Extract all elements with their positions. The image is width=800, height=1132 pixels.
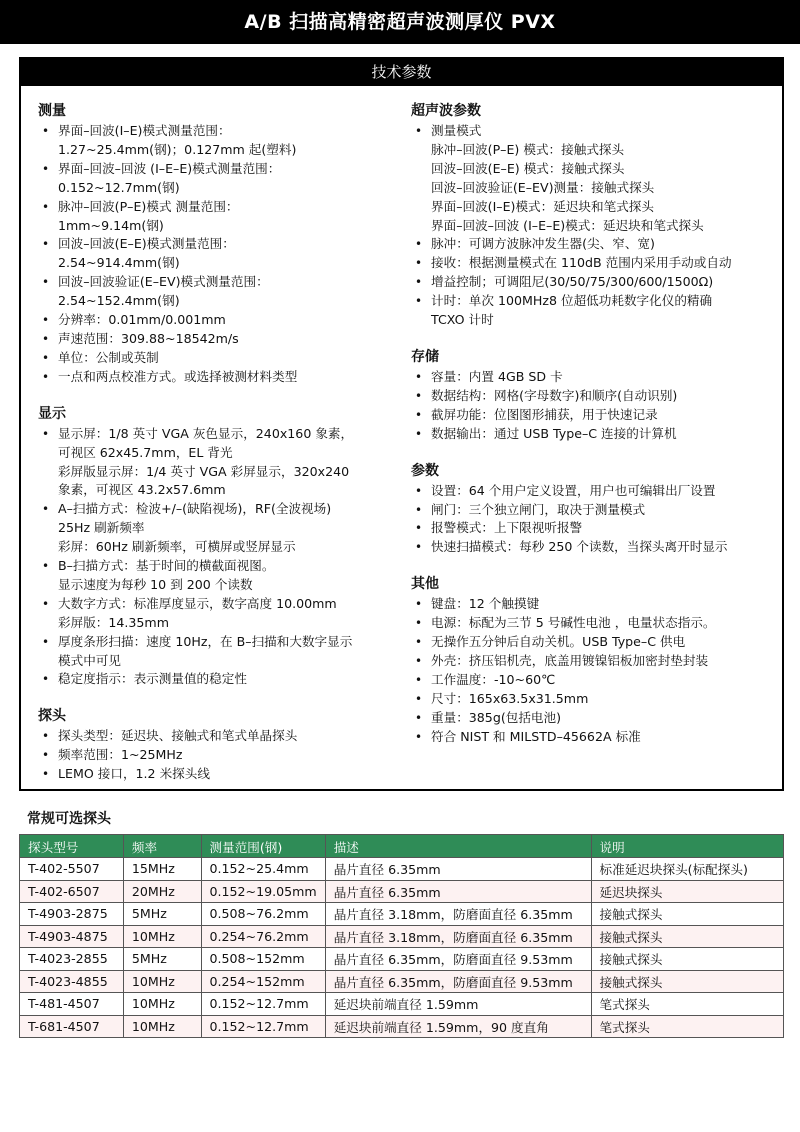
list-item-line: • 界面–回波(I–E)模式测量范围： xyxy=(58,123,231,138)
list-item xyxy=(38,425,398,501)
table-cell: 0.152~19.05mm xyxy=(201,880,325,903)
list-item-line: • 声速范围：309.88~18542m/s xyxy=(58,330,239,346)
list-item-line: 界面–回波(I–E)模式：延迟块和笔式探头 xyxy=(431,198,654,214)
page-title: A/B 扫描高精密超声波测厚仪 PVX xyxy=(0,0,800,44)
list-item-line: 彩屏版：14.35mm xyxy=(58,614,169,630)
list-item-line: 2.54~914.4mm(钢) xyxy=(58,255,180,271)
column-header: 测量范围(钢) xyxy=(201,835,325,858)
list-item-line: 1mm~9.14m(钢) xyxy=(58,217,164,233)
list-item xyxy=(38,746,398,765)
bullet-list xyxy=(38,425,398,690)
list-item-line: TCXO 计时 xyxy=(431,312,494,328)
table-cell: 0.254~152mm xyxy=(201,970,325,993)
list-item xyxy=(38,330,398,349)
list-item-line: • 设置：64 个用户定义设置，用户也可编辑出厂设置 xyxy=(431,482,716,498)
list-item-line: • 快速扫描模式：每秒 250 个读数，当探头离开时显示 xyxy=(431,539,728,555)
table-row xyxy=(20,1015,784,1038)
column-header: 频率 xyxy=(123,835,201,858)
list-item xyxy=(411,292,781,330)
list-item-line: • 测量模式 xyxy=(431,123,482,138)
list-item-line: • 计时：单次 100MHz8 位超低功耗数字化仪的精确 xyxy=(431,293,713,309)
list-item-line: • 一点和两点校准方式。或选择被测材料类型 xyxy=(58,368,298,384)
list-item-line: • 容量：内置 4GB SD 卡 xyxy=(431,368,563,384)
table-cell: 晶片直径 3.18mm，防磨面直径 6.35mm xyxy=(325,903,591,926)
list-item xyxy=(411,122,781,235)
section-title: 显示 xyxy=(38,405,66,422)
list-item xyxy=(411,538,781,557)
probes-table xyxy=(19,834,784,1038)
list-item xyxy=(38,765,398,784)
list-item-line: • 回波–回波(E–E)模式测量范围： xyxy=(58,236,235,252)
column-header: 描述 xyxy=(325,835,591,858)
table-cell: 0.508~152mm xyxy=(201,948,325,971)
list-item xyxy=(38,670,398,689)
list-item-line: 显示速度为每秒 10 到 200 个读数 xyxy=(58,576,253,592)
list-item xyxy=(411,614,781,633)
list-item-line: • 尺寸：165x63.5x31.5mm xyxy=(431,690,589,706)
table-cell: T-681-4507 xyxy=(20,1015,124,1038)
list-item-line: 彩屏：60Hz 刷新频率，可横屏或竖屏显示 xyxy=(58,539,296,555)
list-item-line: • 探头类型：延迟块、接触式和笔式单晶探头 xyxy=(58,728,298,744)
list-item-line: • 频率范围：1~25MHz xyxy=(58,747,183,763)
list-item xyxy=(411,387,781,406)
list-item-line: • 数据结构：网格(字母数字)和顺序(自动识别) xyxy=(431,387,678,403)
list-item xyxy=(38,557,398,595)
table-cell: 10MHz xyxy=(123,970,201,993)
list-item-line: 1.27~25.4mm(钢)；0.127mm 起(塑料) xyxy=(58,141,297,157)
list-item xyxy=(38,349,398,368)
list-item-line: • 回波–回波验证(E–EV)模式测量范围： xyxy=(58,274,269,290)
list-item xyxy=(411,652,781,671)
list-item xyxy=(411,690,781,709)
list-item xyxy=(411,425,781,444)
list-item xyxy=(411,671,781,690)
table-cell: 晶片直径 6.35mm xyxy=(325,880,591,903)
table-cell: 晶片直径 6.35mm xyxy=(325,858,591,881)
list-item-line: • 符合 NIST 和 MILSTD–45662A 标准 xyxy=(431,728,641,744)
table-row xyxy=(20,948,784,971)
list-item xyxy=(411,273,781,292)
table-cell: T-402-6507 xyxy=(20,880,124,903)
table-cell: T-4903-4875 xyxy=(20,925,124,948)
list-item-line: 模式中可见 xyxy=(58,652,121,668)
list-item-line: 彩屏版显示屏：1/4 英寸 VGA 彩屏显示，320x240 xyxy=(58,463,350,479)
section-gap xyxy=(411,330,781,348)
section-title: 测量 xyxy=(38,103,66,119)
table-cell: 接触式探头 xyxy=(591,903,784,926)
list-item-line: • 接收：根据测量模式在 110dB 范围内采用手动或自动 xyxy=(431,255,732,271)
table-row xyxy=(20,858,784,881)
list-item-line: • 截屏功能：位图图形捕获，用于快速记录 xyxy=(431,406,658,422)
list-item-line: • 电源：标配为三节 5 号碱性电池 ，电量状态指示。 xyxy=(431,615,716,631)
list-item xyxy=(411,633,781,652)
table-cell: 晶片直径 6.35mm，防磨面直径 9.53mm xyxy=(325,948,591,971)
table-cell: 延迟块前端直径 1.59mm xyxy=(325,993,591,1016)
list-item xyxy=(38,273,398,311)
list-item xyxy=(411,728,781,747)
section-gap xyxy=(38,689,398,707)
table-row xyxy=(20,880,784,903)
list-item-line: • 界面–回波–回波 (I–E–E)模式测量范围： xyxy=(58,160,281,176)
list-item xyxy=(38,160,398,198)
spec-header: 技术参数 xyxy=(21,59,782,86)
list-item-line: • 无操作五分钟后自动关机。USB Type–C 供电 xyxy=(431,634,686,650)
table-cell: 接触式探头 xyxy=(591,948,784,971)
table-cell: T-402-5507 xyxy=(20,858,124,881)
list-item-line: • 脉冲–回波(P–E)模式 测量范围： xyxy=(58,198,239,214)
column-header: 探头型号 xyxy=(20,835,124,858)
column-header: 说明 xyxy=(591,835,784,858)
list-item-line: • 闸门：三个独立闸门，取决于测量模式 xyxy=(431,501,646,517)
list-item-line: • 数据输出：通过 USB Type–C 连接的计算机 xyxy=(431,425,677,441)
list-item-line: 象素，可视区 43.2x57.6mm xyxy=(58,482,226,498)
section-title: 其他 xyxy=(411,576,439,593)
table-cell: 5MHz xyxy=(123,903,201,926)
list-item xyxy=(411,501,781,520)
list-item xyxy=(411,368,781,387)
list-item xyxy=(411,254,781,273)
list-item-line: • 脉冲：可调方波脉冲发生器(尖、窄、宽) xyxy=(431,236,655,252)
bullet-list xyxy=(411,368,781,444)
list-item xyxy=(411,482,781,501)
bullet-list xyxy=(411,482,781,558)
list-item-line: 回波–回波(E–E) 模式：接触式探头 xyxy=(431,160,625,176)
list-item-line: • 显示屏：1/8 英寸 VGA 灰色显示，240x160 象素， xyxy=(58,425,354,441)
table-cell: 接触式探头 xyxy=(591,925,784,948)
spec-right-column xyxy=(411,102,781,746)
list-item-line: 回波–回波验证(E–EV)测量：接触式探头 xyxy=(431,179,655,195)
section-title: 参数 xyxy=(411,462,439,479)
list-item-line: • 工作温度：-10~60℃ xyxy=(431,671,556,687)
table-cell: 笔式探头 xyxy=(591,1015,784,1038)
bullet-list xyxy=(38,122,398,387)
list-item-line: • 外壳：挤压铝机壳，底盖用镀镍铝板加密封垫封装 xyxy=(431,652,709,668)
table-cell: T-481-4507 xyxy=(20,993,124,1016)
table-cell: 10MHz xyxy=(123,1015,201,1038)
table-cell: T-4023-2855 xyxy=(20,948,124,971)
list-item-line: • 报警模式：上下限视听报警 xyxy=(431,520,583,536)
spec-box xyxy=(19,57,784,791)
table-cell: 延迟块前端直径 1.59mm，90 度直角 xyxy=(325,1015,591,1038)
table-cell: 0.508~76.2mm xyxy=(201,903,325,926)
table-cell: 0.152~12.7mm xyxy=(201,1015,325,1038)
table-row xyxy=(20,903,784,926)
section-gap xyxy=(411,557,781,575)
list-item xyxy=(411,595,781,614)
list-item-line: • 单位：公制或英制 xyxy=(58,349,159,365)
table-cell: 20MHz xyxy=(123,880,201,903)
list-item-line: • 稳定度指示：表示测量值的稳定性 xyxy=(58,671,247,687)
table-cell: T-4023-4855 xyxy=(20,970,124,993)
table-cell: 0.254~76.2mm xyxy=(201,925,325,948)
section-title: 探头 xyxy=(38,708,66,725)
section-title: 存储 xyxy=(411,348,439,365)
list-item xyxy=(38,595,398,633)
list-item xyxy=(38,122,398,160)
table-cell: 5MHz xyxy=(123,948,201,971)
list-item-line: • LEMO 接口，1.2 米探头线 xyxy=(58,766,210,782)
list-item xyxy=(38,368,398,387)
list-item-line: • B–扫描方式：基于时间的横截面视图。 xyxy=(58,558,275,574)
list-item-line: 界面–回波–回波 (I–E–E)模式：延迟块和笔式探头 xyxy=(431,217,704,233)
list-item-line: • 增益控制；可调阻尼(30/50/75/300/600/1500Ω) xyxy=(431,274,714,290)
list-item-line: 脉冲–回波(P–E) 模式：接触式探头 xyxy=(431,141,625,157)
list-item-line: • 键盘：12 个触摸键 xyxy=(431,596,540,612)
list-item xyxy=(411,519,781,538)
list-item-line: • 厚度条形扫描：速度 10Hz，在 B–扫描和大数字显示 xyxy=(58,633,353,649)
table-cell: 10MHz xyxy=(123,925,201,948)
table-cell: 15MHz xyxy=(123,858,201,881)
list-item xyxy=(38,727,398,746)
list-item-line: 2.54~152.4mm(钢) xyxy=(58,293,180,309)
list-item xyxy=(38,500,398,557)
table-header-row xyxy=(20,835,784,858)
list-item-line: 0.152~12.7mm(钢) xyxy=(58,179,180,195)
list-item-line: • 分辨率：0.01mm/0.001mm xyxy=(58,312,226,328)
section-gap xyxy=(411,444,781,462)
table-cell: 标准延迟块探头(标配探头) xyxy=(591,858,784,881)
list-item xyxy=(38,198,398,236)
table-row xyxy=(20,970,784,993)
table-cell: 笔式探头 xyxy=(591,993,784,1016)
list-item-line: • 重量：385g(包括电池) xyxy=(431,709,562,725)
table-cell: 0.152~25.4mm xyxy=(201,858,325,881)
list-item-line: • A–扫描方式：检波+/–(缺陷视场)，RF(全波视场) xyxy=(58,501,332,517)
table-cell: 0.152~12.7mm xyxy=(201,993,325,1016)
table-cell: 接触式探头 xyxy=(591,970,784,993)
bullet-list xyxy=(411,122,781,330)
bullet-list xyxy=(38,727,398,784)
section-gap xyxy=(38,387,398,405)
list-item-line: 25Hz 刷新频率 xyxy=(58,520,145,536)
list-item xyxy=(38,235,398,273)
probes-title: 常规可选探头 xyxy=(27,811,111,827)
bullet-list xyxy=(411,595,781,746)
table-row xyxy=(20,993,784,1016)
list-item xyxy=(38,633,398,671)
spec-left-column xyxy=(38,102,398,784)
section-title: 超声波参数 xyxy=(411,103,481,119)
list-item xyxy=(411,235,781,254)
table-cell: T-4903-2875 xyxy=(20,903,124,926)
list-item-line: • 大数字方式：标准厚度显示，数字高度 10.00mm xyxy=(58,595,337,611)
table-row xyxy=(20,925,784,948)
table-cell: 延迟块探头 xyxy=(591,880,784,903)
table-cell: 晶片直径 3.18mm，防磨面直径 6.35mm xyxy=(325,925,591,948)
table-cell: 10MHz xyxy=(123,993,201,1016)
list-item-line: 可视区 62x45.7mm，EL 背光 xyxy=(58,444,233,460)
list-item xyxy=(411,709,781,728)
table-cell: 晶片直径 6.35mm，防磨面直径 9.53mm xyxy=(325,970,591,993)
list-item xyxy=(38,311,398,330)
list-item xyxy=(411,406,781,425)
